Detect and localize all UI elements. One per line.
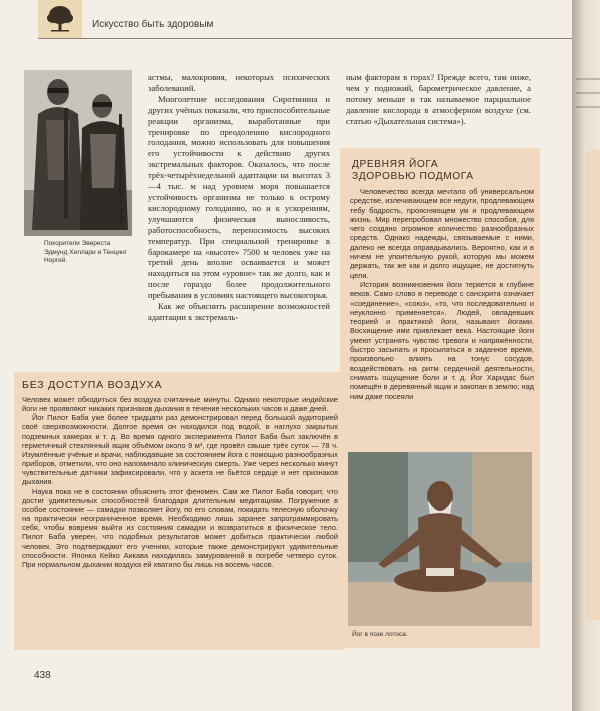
sidebar-text-no-air <box>22 395 338 569</box>
header-divider <box>38 38 572 39</box>
paragraph: ным факторам в горах? Прежде всего, там ниже, чем у подножий, барометрическое давление, а потому меньше и так называемое парциальное давление кислорода в атмосферном воздухе (см. статью «Дыхательная система»). <box>346 72 531 126</box>
paragraph: астмы, малокровия, некоторых психических заболеваний. <box>148 72 330 93</box>
paragraph: Йог Пилот Баба уже более тридцати раз демонстрировал перед большой аудиторией своё сверхвозможности. Долгое время он находился под водой, в наглухо закрытых подземных камерах и т. д. Во время одного эксперимента Пилот Баба был заключён в герметичный стеклянный ящик объёмом около 9 м³, где провёл свыше трёх суток — 78 ч. Изумлённые учёные и врачи, наблюдавшие за состоянием йога с помощью разнообразных приборов, отметили, что оно напоминало клиническую смерть. Уже через несколько минут чувствительные датчики зафиксировали, что у аскета не бьётся сердце и нет признаков дыхания. <box>22 413 338 487</box>
sidebar-title-line: ДРЕВНЯЯ ЙОГА <box>352 159 439 170</box>
paragraph: Человек может обходиться без воздуха считанные минуты. Однако некоторые индийские йоги не проявляют никаких признаков дыхания в течение нескольких часов и даже дней. <box>22 395 338 414</box>
photo-yogi-lotus <box>348 452 532 626</box>
text-line-fragment <box>576 106 600 108</box>
paragraph: Многолетние исследования Сиротинина и других учёных показали, что приспособительные реакции организма, выработанные при тренировке по преодолению кислородного голодания, можно использовать для повышения его устойчивости к действию других экстремальных факторов. Оказалось, что после трёх-четырёхнедельной адаптации на высотах 3—4 тыс. м над уровнем моря повышается устойчивость организма не только к острому кислородному голоданию, но и к ускорениям, улучшаются физическая выносливость, работоспособность, переносимость высоких температур. При специальной тренировке в барокамере на «высоте» 7500 м человек уже на третий день вполне осваивается и может находиться на этом «уровне» так же долго, как и после гораздо более продолжительного пребывания в условиях настоящего высокогорья. <box>148 93 330 301</box>
photo-everest-climbers <box>24 70 132 236</box>
tree-icon <box>45 4 75 34</box>
facing-page-edge <box>572 0 600 711</box>
paragraph: Как же объяснить расширение возможностей адаптации к экстремаль- <box>148 301 330 322</box>
article-column-right <box>346 72 531 127</box>
photo-caption-yogi: Йог в позе лотоса. <box>352 631 408 638</box>
paragraph: Человечество всегда мечтало об универсальном средстве, излечивающем все недуги, продлевающем тебу бодрость, проясняющем ум и продлевающем жизнь. Мир перепробовал множество способов, для чего создано огромное количество разнообразных средств. Однако надежды, связываемые с ними, далеко не всегда оправдывались. Вероятно, как и в ничем не упоительную рукой, которую мы можем держать, так же как и долго ищущие, не достигнуть цели. <box>350 187 534 280</box>
paragraph: История возникновения йоги теряется в глубине веков. Само слово в переводе с санскрита означает «соединение», «союз», «то, что последовательно и неуклонно применяется». Людей, овладевших теорией и практикой йоги, называют йогами. Восхищение ими привлекает века. Настоящие йоги умеют устранять чувство тревоги и напряжённости, быстро засыпать и просыпаться в заданное время, произвольно влиять на тонус сосудов, воздействовать на ритм сердечной деятельности, снимать ощущение боли и т. д. Йог Харидас был помещён в деревянный ящик и закопан в землю; над ним даже посеяли <box>350 279 534 401</box>
page-number: 438 <box>34 670 51 681</box>
photo-caption-climbers: Покорители Эвереста Эдмунд Хиллари и Тенцинг Норгей. <box>44 240 128 264</box>
text-line-fragment <box>576 78 600 80</box>
sidebar-title-yoga <box>352 159 532 183</box>
climbers-illustration <box>24 70 132 236</box>
text-line-fragment <box>576 92 600 94</box>
facing-page-box <box>586 150 600 620</box>
yogi-illustration <box>348 452 532 626</box>
sidebar-text-yoga <box>350 187 534 401</box>
paragraph: Наука пока не в состоянии объяснить этот феномен. Сам же Пилот Баба говорит, что достиг удивительных способностей благодаря длительным медитациям. Погружение в особое состояние — самадхи позволяет йогу, по его словам, покидать телесную оболочку на практически неограниченное время. Необходимо лишь заранее запрограммировать себя, чтобы вовремя выйти из состояния самадхи и возвратиться в физическое тело. Пилот Баба уверен, что подобных результатов может добиться практически любой человек. Это подтверждают его ученики, которые также демонстрируют удивительные способности. Японка Кейко Аикава находилась замурованной в погребе четверо суток. При нормальном дыхании воздуха ей хватило бы лишь на восемь часов. <box>22 486 338 569</box>
article-column-middle <box>148 72 330 323</box>
sidebar-title-line: ЗДОРОВЬЮ ПОДМОГА <box>352 171 474 182</box>
sidebar-title-no-air: БЕЗ ДОСТУПА ВОЗДУХА <box>22 379 163 391</box>
tree-logo <box>38 0 82 38</box>
running-header: Искусство быть здоровым <box>92 19 214 30</box>
